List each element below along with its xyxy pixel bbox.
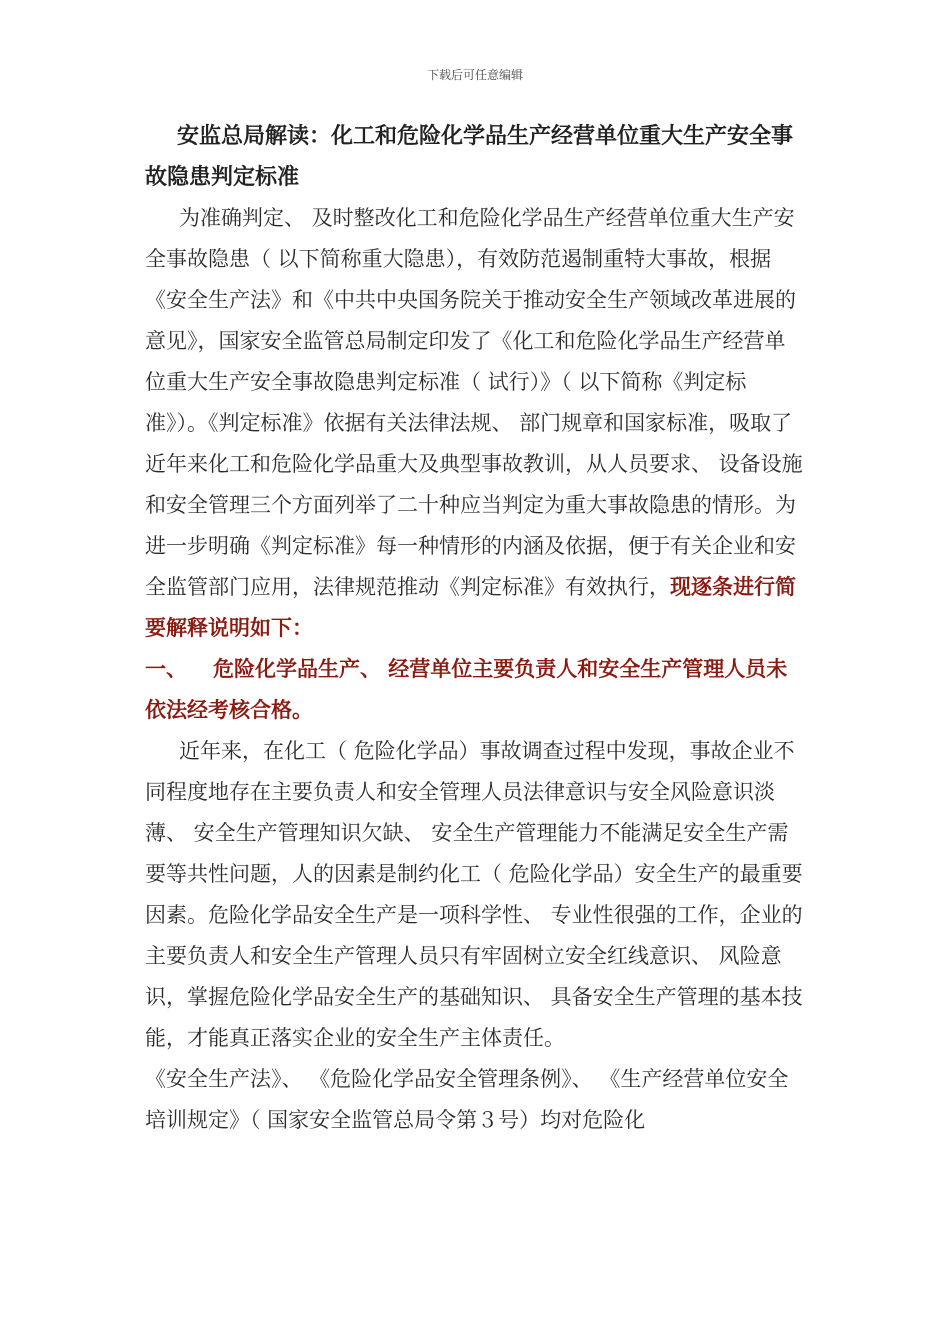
- document-body: [145, 116, 805, 1141]
- header-note: 下载后可任意编辑: [426, 68, 523, 82]
- intro-highlight: 现逐条进行简要解释说明如下：: [145, 575, 796, 640]
- section-1-heading: [145, 649, 805, 731]
- paragraph-2: 近年来，在化工（ 危险化学品）事故调查过程中发现，事故企业不同程度地存在主要负责人和安全管理人员法律意识与安全风险意识淡薄、 安全生产管理知识欠缺、 安全生产管理能力不能满足安全生产需要等共性问题，人的因素是制约化工（ 危险化学品）安全生产的最重要因素。危险化学品安全生产是一项科学性、 专业性很强的工作，企业的主要负责人和安全生产管理人员只有牢固树立安全红线意识、 风险意识，掌握危险化学品安全生产的基础知识、 具备安全生产管理的基本技能，才能真正落实企业的安全生产主体责任。: [145, 739, 803, 1050]
- section-1-heading-text: 危险化学品生产、 经营单位主要负责人和安全生产管理人员未依法经考核合格。: [145, 657, 788, 722]
- paragraph-3: 《安全生产法》、 《危险化学品安全管理条例》、 《生产经营单位安全培训规定》（ 国家安全监管总局令第３号）均对危险化: [145, 1067, 789, 1132]
- intro-paragraph: [145, 198, 805, 649]
- section-1-number: 一、: [145, 657, 187, 681]
- intro-text: 为准确判定、 及时整改化工和危险化学品生产经营单位重大生产安全事故隐患（ 以下简称重大隐患），有效防范遏制重特大事故，根据《安全生产法》和《中共中央国务院关于推动安全生产领域改革进展的意见》，国家安全监管总局制定印发了《化工和危险化学品生产经营单位重大生产安全事故隐患判定标准（ 试行）》（ 以下简称《判定标准》）。《判定标准》依据有关法律法规、 部门规章和国家标准，吸取了近年来化工和危险化学品重大及典型事故教训，从人员要求、 设备设施和安全管理三个方面列举了二十种应当判定为重大事故隐患的情形。为进一步明确《判定标准》每一种情形的内涵及依据，便于有关企业和安全监管部门应用，法律规范推动《判定标准》有效执行，: [145, 206, 803, 599]
- document-title: 安监总局解读：化工和危险化学品生产经营单位重大生产安全事故隐患判定标准: [145, 124, 794, 190]
